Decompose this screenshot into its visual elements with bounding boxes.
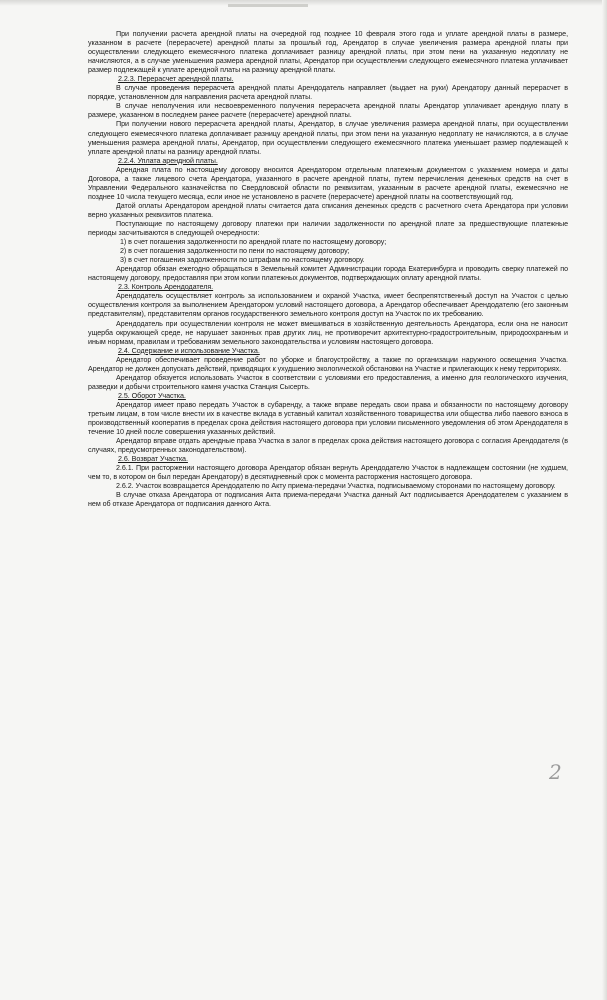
section-heading: 2.4. Содержание и использование Участка. xyxy=(118,346,260,355)
section-heading: 2.2.3. Перерасчет арендной платы. xyxy=(118,75,234,84)
paragraph: В случае проведения перерасчета арендной платы Арендодатель направляет (выдает на руки) Арендатору данный перерасчет в порядке, установленном для направления расчета арендной платы. xyxy=(88,84,568,102)
paragraph: Арендатор имеет право передать Участок в субаренду, а также вправе передать свои права и обязанности по настоящему договору третьим лицам, в том числе внести их в качестве вклада в уставный капитал хозяйственного товарищества или общества либо паевого взноса в производственный кооператив в пределах срока действия настоящего договора при условии письменного уведомления об этом Арендодателя в течение 10 дней после совершения указанных действий. xyxy=(88,400,568,437)
paragraph: В случае неполучения или несвоевременного получения перерасчета арендной платы Арендатор уплачивает арендную плату в размере, указанном в последнем ранее расчете (перерасчете) арендной платы. xyxy=(88,102,568,120)
section-heading: 2.5. Оборот Участка. xyxy=(118,391,186,400)
document-body xyxy=(88,30,568,509)
section-heading: 2.6. Возврат Участка. xyxy=(118,455,188,464)
list-item: 2) в счет погашения задолженности по пени по настоящему договору; xyxy=(120,247,350,256)
scan-edge-right xyxy=(602,0,607,1000)
paragraph: При получении расчета арендной платы на очередной год позднее 10 февраля этого года и уплате арендной платы в размере, указанном в расчете (перерасчете) арендной платы за прошлый год, Арендатор в случае увеличения размера арендной платы при осуществлении следующего ежемесячного платежа доплачивает разницу арендной платы, при этом пени на указанную недоплату не начисляются, а в случае уменьшения размера арендной платы, Арендатор при осуществлении следующего ежемесячного платежа уплачивает размер подлежащей к уплате арендной платы на разницу арендной платы. xyxy=(88,30,568,75)
list-item: 3) в счет погашения задолженности по штрафам по настоящему договору. xyxy=(120,256,365,265)
list-item: 1) в счет погашения задолженности по арендной плате по настоящему договору; xyxy=(120,238,387,247)
paragraph: Арендная плата по настоящему договору вносится Арендатором отдельным платежным документом с указанием номера и даты Договора, а также лицевого счета Арендатора, указанного в расчете арендной платы, путем перечисления денежных средств на счет в Управлении Федерального казначейства по Свердловской области по реквизитам, указанным в расчете арендной платы, ежемесячно не позднее 10 числа текущего месяца, если иное не установлено в расчете (перерасчете) арендной платы на соответствующий год. xyxy=(88,165,568,201)
paragraph: Арендодатель при осуществлении контроля не может вмешиваться в хозяйственную деятельность Арендатора, если она не наносит ущерба окружающей среде, не нарушает законных прав других лиц, не противоречит архитектурно-градостроительным, природоохранным и иным нормам, правилам и требованиям земельного законодательства и условиям настоящего договора. xyxy=(88,319,568,346)
paragraph: Датой оплаты Арендатором арендной платы считается дата списания денежных средств с расчетного счета Арендатора при условии верно указанных реквизитов платежа. xyxy=(88,201,568,219)
paragraph: В случае отказа Арендатора от подписания Акта приема-передачи Участка данный Акт подписывается Арендодателем с указанием в нем об отказе Арендатора от подписания данного Акта. xyxy=(88,491,568,509)
paragraph: При получении нового перерасчета арендной платы, Арендатор, в случае увеличения размера арендной платы, при осуществлении следующего ежемесячного платежа доплачивает разницу арендной платы, при этом пени на указанную недоплату не начисляются, а в случае уменьшения размера арендной платы, Арендатор, при осуществлении следующего ежемесячного платежа уменьшает размер подлежащей к уплате арендной платы на разницу арендной платы. xyxy=(88,120,568,156)
section-heading: 2.2.4. Уплата арендной платы. xyxy=(118,156,218,165)
paragraph: 2.6.1. При расторжении настоящего договора Арендатор обязан вернуть Арендодателю Участок в надлежащем состоянии (не худшем, чем то, в котором он был передан Арендатору) в десятидневный срок с момента расторжения настоящего договора. xyxy=(88,464,568,482)
scan-smudge xyxy=(228,4,308,7)
page-number: 2 xyxy=(549,760,562,784)
paragraph: Арендатор обеспечивает проведение работ по уборке и благоустройству, а также по организации наружного освещения Участка. Арендатор не должен допускать действий, приводящих к ухудшению экологической обстановки на Участке и прилегающих к нему территориях. xyxy=(88,355,568,373)
paragraph: Арендодатель осуществляет контроль за использованием и охраной Участка, имеет беспрепятственный доступ на Участок с целью осуществления контроля за выполнением Арендатором условий настоящего договора, а Арендатор обеспечивает Арендодателю (его законным представителям), представителям органов государственного земельного контроля доступ на Участок по их требованию. xyxy=(88,292,568,319)
paragraph: Поступающие по настоящему договору платежи при наличии задолженности по арендной плате за предшествующие платежные периоды засчитываются в следующей очередности: xyxy=(88,219,568,238)
paragraph: Арендатор вправе отдать арендные права Участка в залог в пределах срока действия настоящего договора с согласия Арендодателя (в случаях, предусмотренных законодательством). xyxy=(88,437,568,455)
paragraph: Арендатор обязуется использовать Участок в соответствии с условиями его предоставления, а именно для геологического изучения, разведки и добычи строительного камня участка Станция Сысерть. xyxy=(88,373,568,391)
paragraph: Арендатор обязан ежегодно обращаться в Земельный комитет Администрации города Екатеринбурга и проводить сверку платежей по настоящему договору, предоставляя при этом копии платежных документов, подтверждающих оплату арендной платы. xyxy=(88,265,568,283)
paragraph: 2.6.2. Участок возвращается Арендодателю по Акту приема-передачи Участка, подписываемому сторонами по настоящему договору. xyxy=(116,482,556,491)
section-heading: 2.3. Контроль Арендодателя. xyxy=(118,283,214,292)
